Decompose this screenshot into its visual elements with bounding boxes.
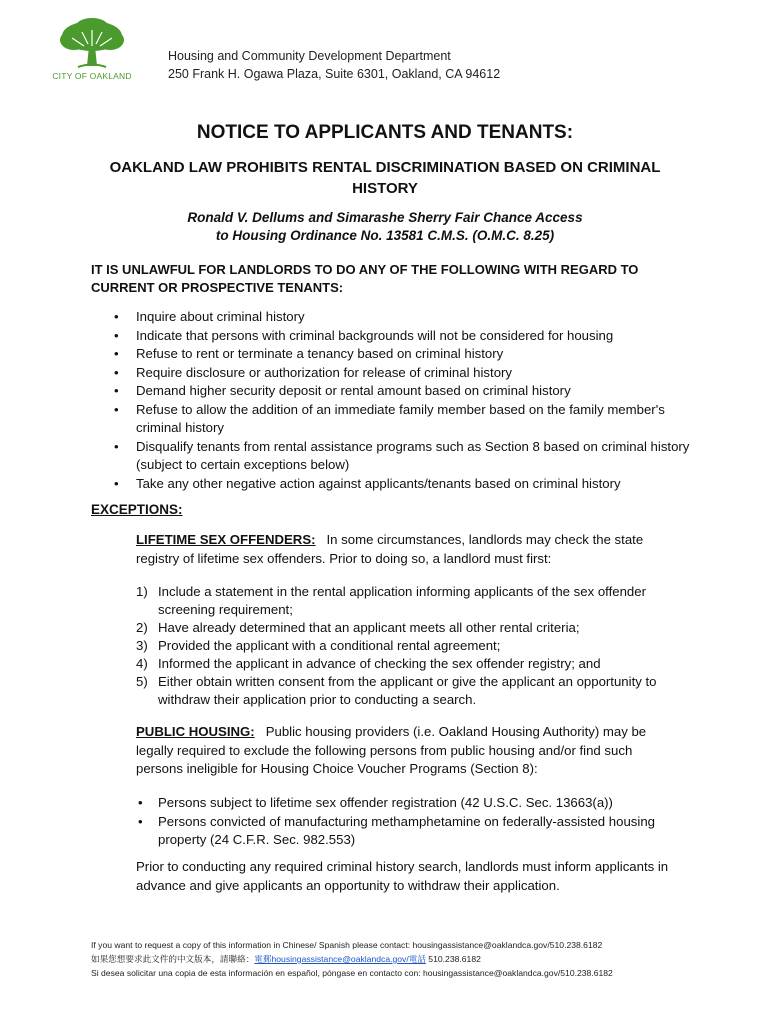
list-item: • Persons subject to lifetime sex offender registration (42 U.S.C. Sec. 13663(a)) xyxy=(136,794,681,813)
page-title: NOTICE TO APPLICANTS AND TENANTS: xyxy=(196,122,574,143)
list-item: • Persons convicted of manufacturing methamphetamine on federally-assisted housing property (24 C.F.R. Sec. 982.553) xyxy=(136,813,681,850)
public-housing-label: PUBLIC HOUSING: xyxy=(136,724,255,739)
city-logo xyxy=(52,18,132,84)
department-address: 250 Frank H. Ogawa Plaza, Suite 6301, Oakland, CA 94612 xyxy=(168,67,501,81)
public-housing-exclusions-list xyxy=(136,794,681,850)
list-item: • Require disclosure or authorization for release of criminal history xyxy=(112,364,692,383)
list-item: • Refuse to allow the addition of an immediate family member based on the family member's criminal history xyxy=(112,401,692,438)
closing-paragraph: Prior to conducting any required criminal history search, landlords must inform applicants in advance and give applicants an opportunity to withdraw their application. xyxy=(136,859,669,893)
list-item: 1) Include a statement in the rental application informing applicants of the sex offender screening requirement; xyxy=(136,584,646,617)
translation-footer xyxy=(91,938,691,980)
footer-contact-link[interactable]: 電郵housingassistance@oaklandca.gov/電話 xyxy=(254,954,426,964)
logo-text: CITY OF OAKLAND xyxy=(52,71,132,81)
ordinance-line-2: to Housing Ordinance No. 13581 C.M.S. (O.M.C. 8.25) xyxy=(215,228,555,243)
department-name: Housing and Community Development Department xyxy=(168,49,451,63)
list-item: • Inquire about criminal history xyxy=(112,308,692,327)
page-subtitle: OAKLAND LAW PROHIBITS RENTAL DISCRIMINATION BASED ON CRIMINAL HISTORY xyxy=(109,159,661,197)
sex-offender-steps-list xyxy=(136,583,681,709)
prohibited-actions-list xyxy=(112,308,692,493)
list-item: 2) Have already determined that an applicant meets all other rental criteria; xyxy=(136,620,580,635)
sex-offenders-paragraph xyxy=(136,531,681,568)
department-header xyxy=(168,47,500,83)
list-item: 4) Informed the applicant in advance of checking the sex offender registry; and xyxy=(136,656,601,671)
list-item: 5) Either obtain written consent from the applicant or give the applicant an opportunity to withdraw their application prior to conducting a search. xyxy=(136,674,657,707)
unlawful-warning: IT IS UNLAWFUL FOR LANDLORDS TO DO ANY OF THE FOLLOWING WITH REGARD TO CURRENT OR PROSPECTIVE TENANTS: xyxy=(91,262,639,295)
list-item: • Indicate that persons with criminal backgrounds will not be considered for housing xyxy=(112,327,692,346)
ordinance-reference xyxy=(100,209,670,245)
exceptions-heading: EXCEPTIONS: xyxy=(91,502,183,517)
list-item: • Disqualify tenants from rental assistance programs such as Section 8 based on criminal history (subject to certain exceptions below) xyxy=(112,438,692,475)
list-item: • Refuse to rent or terminate a tenancy based on criminal history xyxy=(112,345,692,364)
ordinance-line-1: Ronald V. Dellums and Simarashe Sherry Fair Chance Access xyxy=(187,210,583,225)
footer-spanish: Si desea solicitar una copia de esta información en español, póngase en contacto con: housingassistance@oaklandca.gov/510.238.6182 xyxy=(91,968,613,978)
oak-tree-icon xyxy=(52,18,132,72)
footer-english: If you want to request a copy of this information in Chinese/ Spanish please contact: housingassistance@oaklandca.gov/510.238.6182 xyxy=(91,940,603,950)
list-item: • Demand higher security deposit or rental amount based on criminal history xyxy=(112,382,692,401)
footer-chinese: 如果您想要求此文件的中文版本，請聯絡：電郵housingassistance@oaklandca.gov/電話 510.238.6182 xyxy=(91,954,481,964)
public-housing-text: Public housing providers (i.e. Oakland Housing Authority) may be legally required to exclude the following persons from public housing and/or find such persons ineligible for Housing Choice Voucher Programs (Section 8): xyxy=(136,724,647,776)
list-item: 3) Provided the applicant with a conditional rental agreement; xyxy=(136,638,501,653)
sex-offenders-text: In some circumstances, landlords may check the state registry of lifetime sex offenders. Prior to doing so, a landlord must first: xyxy=(136,532,644,566)
list-item: • Take any other negative action against applicants/tenants based on criminal history xyxy=(112,475,692,494)
sex-offenders-label: LIFETIME SEX OFFENDERS: xyxy=(136,532,316,547)
public-housing-paragraph xyxy=(136,723,681,779)
